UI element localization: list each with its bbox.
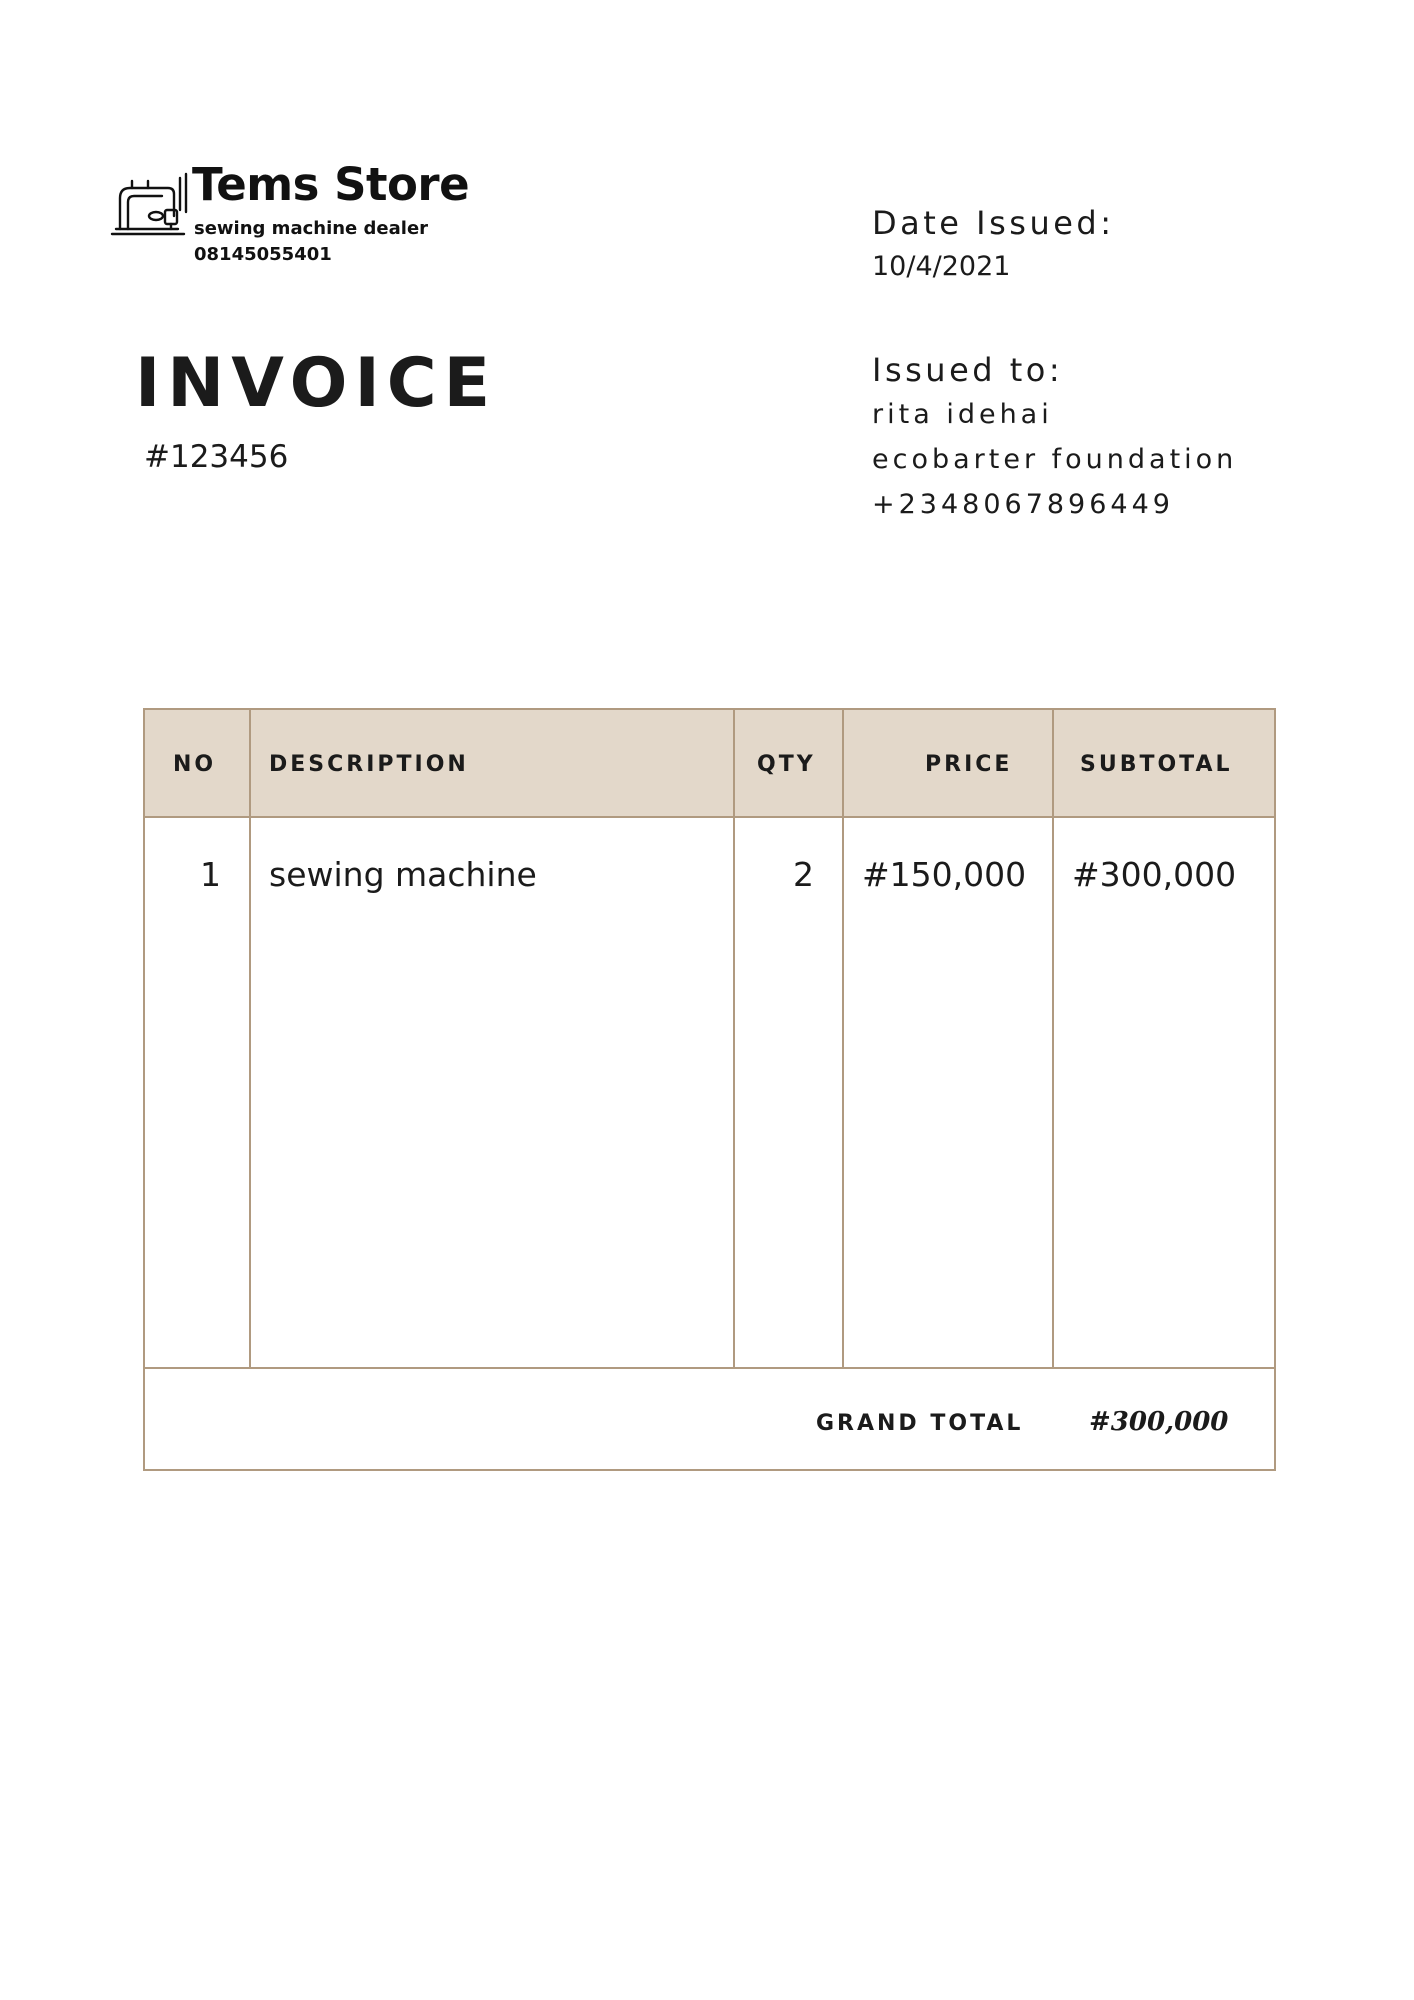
- cell-no: 1: [200, 855, 221, 894]
- store-phone: 08145055401: [194, 244, 332, 265]
- invoice-number: #123456: [144, 439, 289, 475]
- store-tagline: sewing machine dealer: [194, 218, 429, 239]
- date-issued-value: 10/4/2021: [872, 251, 1011, 282]
- store-brand: [110, 160, 510, 280]
- invoice-table: [143, 708, 1276, 1471]
- grand-total-label: GRAND TOTAL: [816, 1411, 1024, 1436]
- column-divider: [1052, 710, 1054, 1368]
- column-header-subtotal: SUBTOTAL: [1080, 752, 1233, 777]
- grand-total-value: #300,000: [1089, 1407, 1229, 1437]
- table-footer-divider: [145, 1367, 1274, 1369]
- column-header-no: NO: [173, 752, 217, 777]
- cell-price: #150,000: [862, 855, 1027, 894]
- client-phone: +2348067896449: [872, 489, 1174, 520]
- cell-description: sewing machine: [269, 855, 537, 894]
- column-divider: [842, 710, 844, 1368]
- date-issued-label: Date Issued:: [872, 204, 1115, 242]
- client-name: rita idehai: [872, 399, 1053, 430]
- column-header-price: PRICE: [925, 752, 1013, 777]
- invoice-title: INVOICE: [135, 344, 498, 423]
- column-header-description: DESCRIPTION: [269, 752, 469, 777]
- issued-to-label: Issued to:: [872, 351, 1064, 389]
- cell-qty: 2: [793, 855, 814, 894]
- cell-subtotal: #300,000: [1072, 855, 1237, 894]
- column-divider: [249, 710, 251, 1368]
- column-header-qty: QTY: [757, 752, 816, 777]
- store-name: Tems Store: [192, 158, 470, 211]
- sewing-machine-icon: [110, 172, 192, 242]
- client-organization: ecobarter foundation: [872, 444, 1238, 475]
- column-divider: [733, 710, 735, 1368]
